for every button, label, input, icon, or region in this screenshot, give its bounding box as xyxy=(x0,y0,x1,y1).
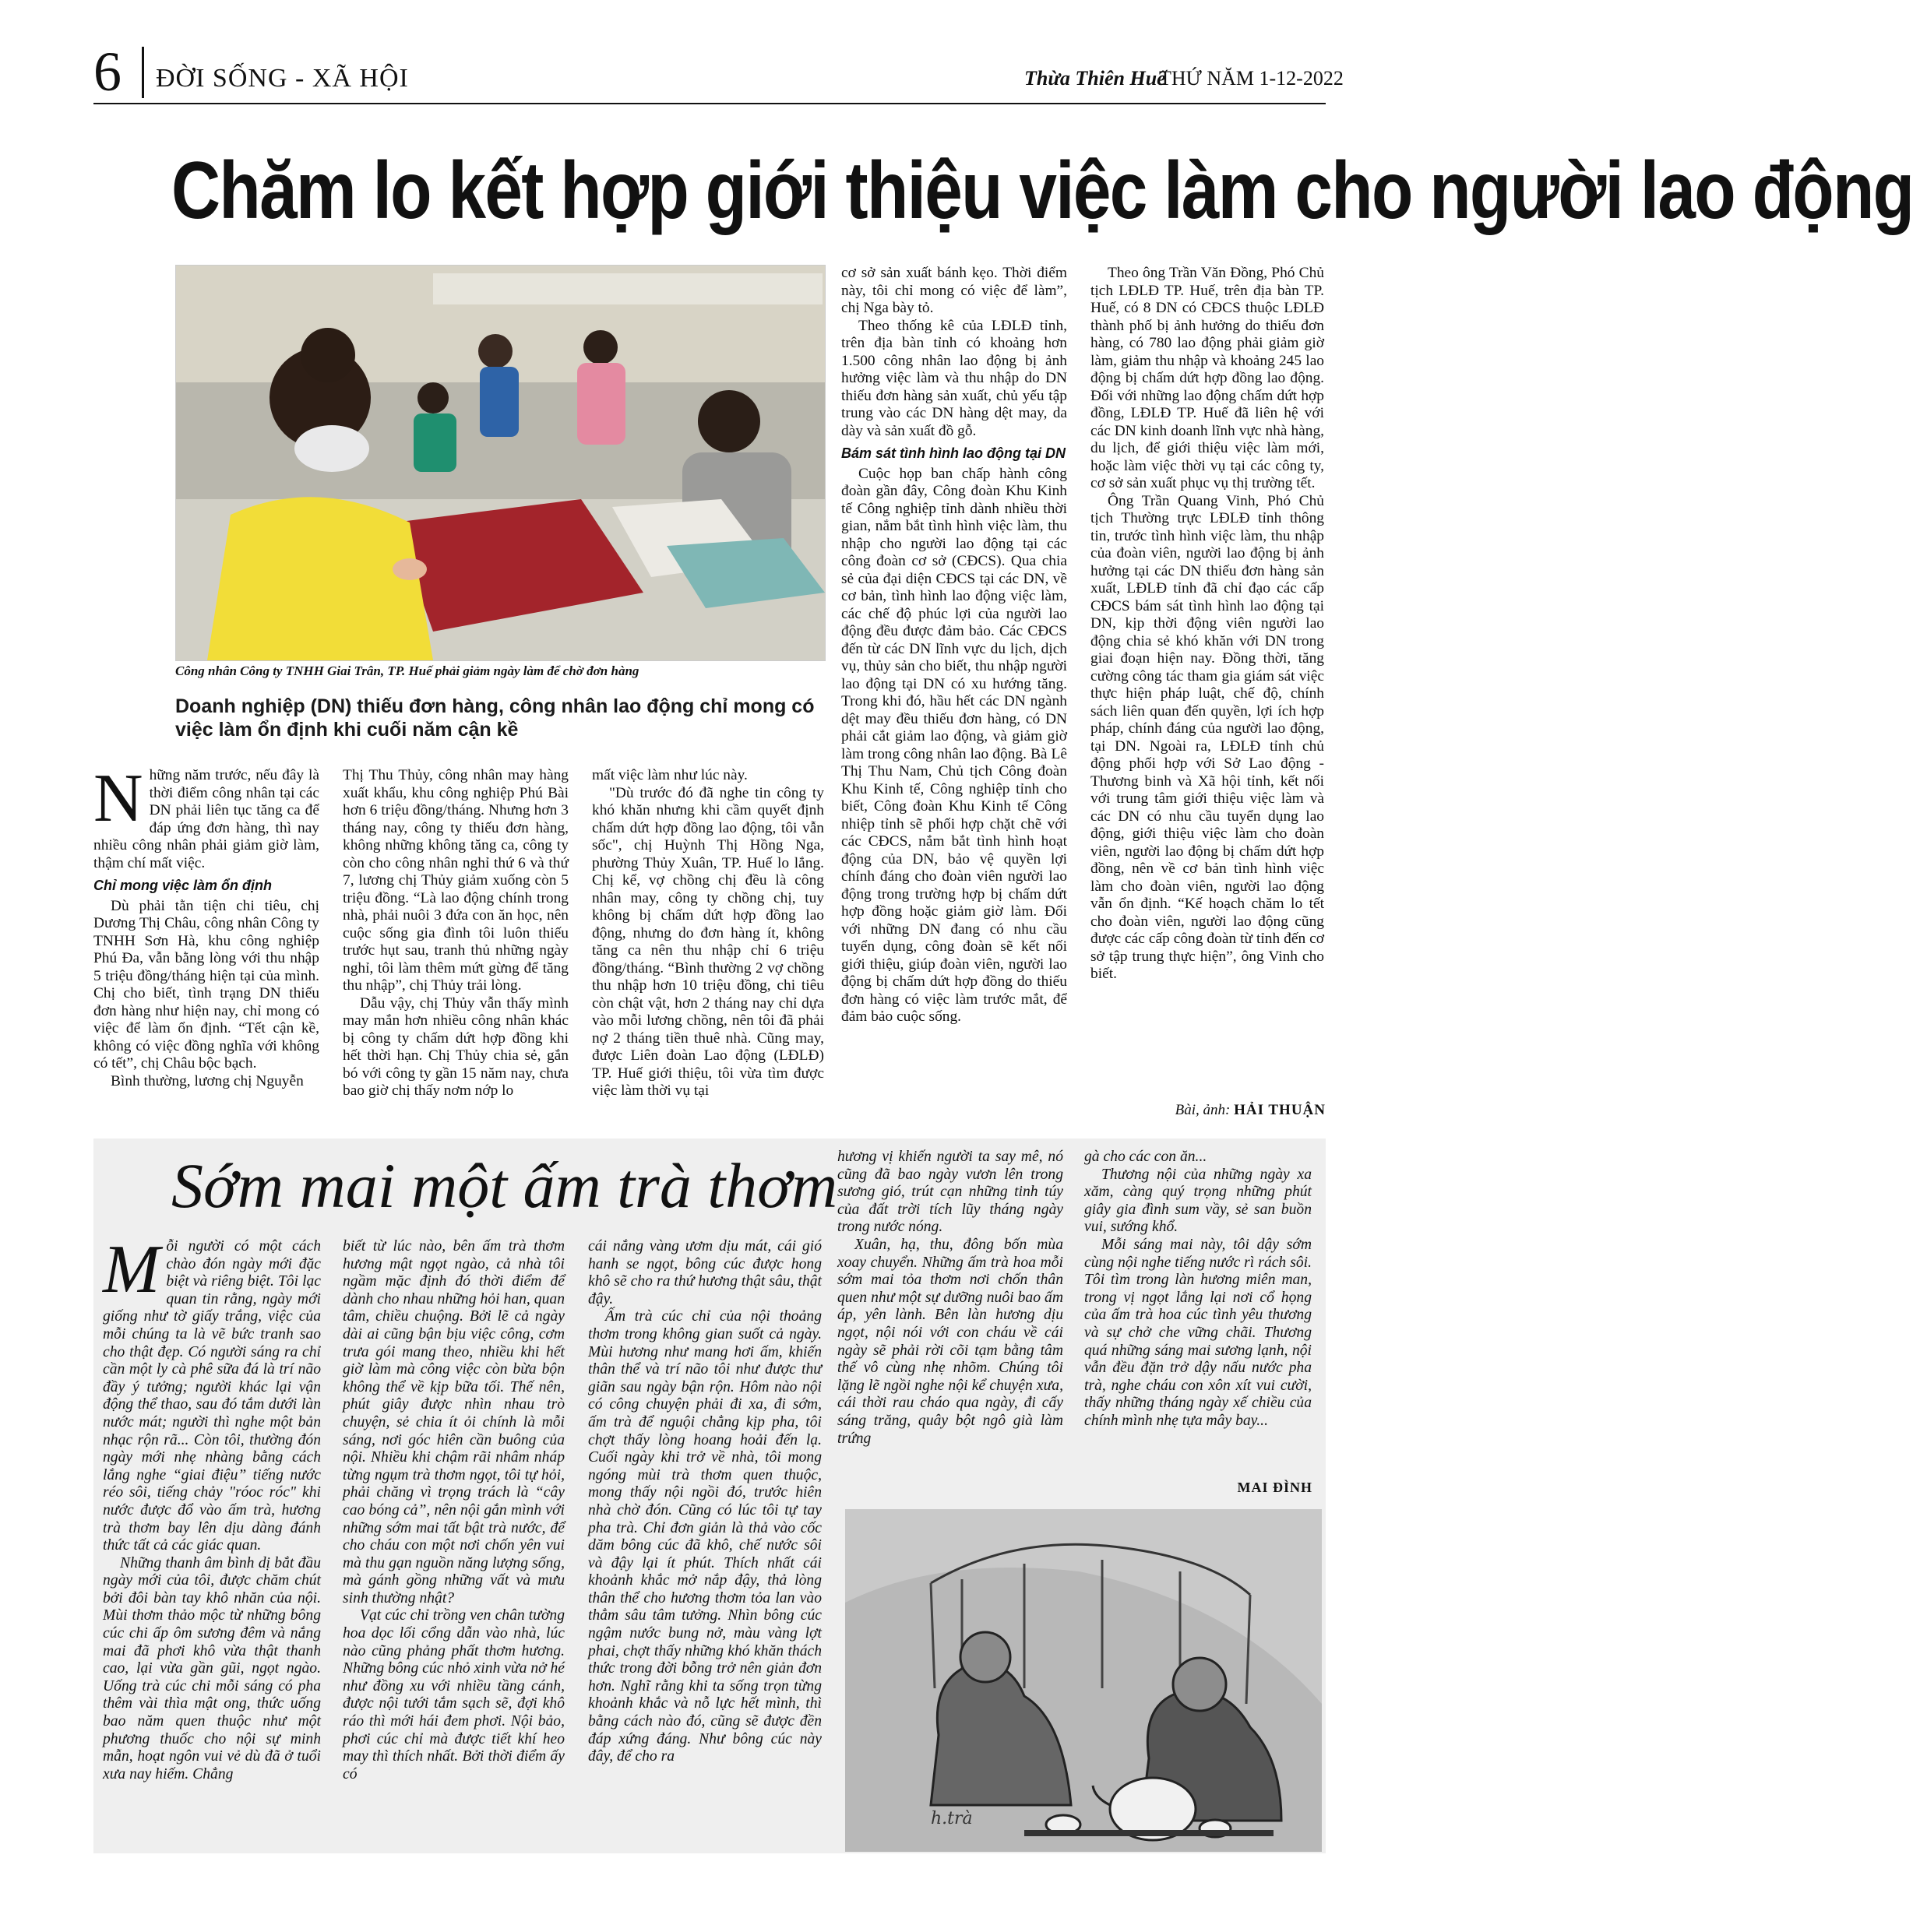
subheading: Chỉ mong việc làm ổn định xyxy=(93,878,273,893)
paragraph: Mỗi sáng mai này, tôi dậy sớm cùng nội nghe tiếng nước rì rách sôi. Tôi tìm trong làn hương miên man, trong vị ngọt lắng lại nơi cổ họng của ấm trà hoa cúc tình yêu thương và sự chở che vững chãi. Thương quá những sáng mai sương lạnh, nội vẫn đều đặn trở dậy nấu nước pha trà, nghe cháu con xôn xít vui cười, thấy những tháng ngày xế chiều của chính mình nhẹ tựa mây bay... xyxy=(1084,1236,1312,1429)
dropcap: N xyxy=(93,761,143,836)
essay-column-5 xyxy=(1084,1149,1312,1431)
paragraph: Vạt cúc chỉ trồng ven chân tường hoa dọc lối cổng dẫn vào nhà, lúc nào cũng phảng phất thơm hương. Những bông cúc nhỏ xinh vừa nở hé như đồng xu với nhiều tầng cánh, được nội tưới tắm sạch sẽ, đợi khô ráo thì mới hái đem phơi. Nội bảo, phơi cúc chỉ mà được tiết khí heo may thì thích nhất. Bởi thời điểm ấy có xyxy=(343,1607,565,1782)
byline xyxy=(1114,1102,1326,1119)
paragraph: Dù phải tằn tiện chi tiêu, chị Dương Thị Châu, công nhân Công ty TNHH Sơn Hà, khu công nghiệp Phú Đa, vẫn bằng lòng với thu nhập 5 triệu đồng/tháng hiện tại của mình. Chị cho biết, tình trạng DN thiếu đơn hàng như hiện nay, chỉ mong có việc để làm ổn định. “Tết cận kề, không có việc đồng nghĩa với không có tết”, chị Châu bộc bạch. xyxy=(93,897,319,1072)
paragraph: Những thanh âm bình dị bắt đầu ngày mới của tôi, được chăm chút bởi đôi bàn tay khô nhăn của nội. Mùi thơm thảo mộc từ những bông cúc chi ấp ôm sương đêm và nắng mai đã phơi khô vừa thật thanh cao, lại vừa gần gũi, ngọt ngào. Uống trà cúc chi mỗi sáng có pha thêm vài thìa mật ong, thức uống bao năm quen thuộc như một phương thuốc cho nội sự minh mẫn, hoạt ngôn vui vẻ dù đã ở tuổi xưa nay hiếm. Chẳng xyxy=(103,1554,321,1782)
essay-title: Sớm mai một ấm trà thơm xyxy=(171,1150,838,1221)
paragraph: hững năm trước, nếu đây là thời điểm công nhân tại các DN phải liên tục tăng ca để đáp ứng đơn hàng, thì nay nhiều công nhân phải giảm giờ làm, thậm chí mất việc. xyxy=(93,767,319,871)
issue-date: THỨ NĂM 1-12-2022 xyxy=(1159,67,1344,90)
paragraph: ỗi người có một cách chào đón ngày mới đặc biệt và riêng biệt. Tôi lạc quan tin rằng, ngày mới giống như tờ giấy trắng, việc của mỗi chúng ta là vẽ bức tranh sao cho thật đẹp. Có người sáng ra chỉ cần một ly cà phê sữa đá là trí não đầy ý tưởng; người khác lại vận động thể thao, sau đó tắm dưới làn nước mát; người thì nghe một bản nhạc rộn rã... Còn tôi, thường đón ngày mới nhẹ nhàng bằng cách lắng nghe “giai điệu” tiếng nước réo sôi, tiếng chảy "róoc róc" khi nước được đổ vào ấm trà, hương trà thơm bay lên dịu dàng đánh thức tất cả các giác quan. xyxy=(103,1238,321,1554)
section-title: ĐỜI SỐNG - XÃ HỘI xyxy=(156,64,409,93)
factory-workers-photo xyxy=(175,265,826,661)
illustration-drawing xyxy=(845,1509,1322,1852)
page-number: 6 xyxy=(93,40,122,103)
paragraph: cơ sở sản xuất bánh kẹo. Thời điểm này, tôi chỉ mong có việc để làm”, chị Nga bày tỏ. xyxy=(841,265,1067,316)
paragraph: gà cho các con ăn... xyxy=(1084,1149,1207,1165)
paragraph: Bình thường, lương chị Nguyễn xyxy=(111,1072,304,1089)
paragraph: mất việc làm như lúc này. xyxy=(592,767,748,783)
paragraph: Theo thống kê của LĐLĐ tỉnh, trên địa bàn tỉnh có khoảng hơn 1.500 công nhân lao động bị ảnh hưởng việc làm và thu nhập do DN thiếu đơn hàng sản xuất, chủ yếu tập trung vào các DN hàng dệt may, da dày và sản xuất đồ gỗ. xyxy=(841,317,1067,439)
article1-column-1 xyxy=(93,761,319,1090)
paragraph: hương vị khiến người ta say mê, nó cũng đã bao ngày vươn lên trong sương gió, trút cạn những tinh túy của đất trời tích lũy tháng ngày trong nước nóng. xyxy=(837,1149,1063,1236)
byline-role: Bài, ảnh: xyxy=(1175,1102,1231,1118)
article1-column-2 xyxy=(343,767,569,1100)
paragraph: Dẫu vậy, chị Thủy vẫn thấy mình may mắn hơn nhiều công nhân khác bị công ty chấm dứt hợp đồng khi hết thời hạn. Chị Thủy chia sẻ, gắn bó với công ty gần 15 năm nay, chưa bao giờ chị thấy nơm nớp lo xyxy=(343,994,569,1099)
paragraph: Xuân, hạ, thu, đông bốn mùa xoay chuyển. Những ấm trà hoa mỗi sớm mai tỏa thơm nơi chốn thân quen như một sự dưỡng nuôi bao ấm áp, yên lành. Bên làn hương dịu ngọt, nội nói với con cháu về cái ngày sẽ phải rời cõi tạm bằng tâm thế vô cùng nhẹ nhõm. Chúng tôi lặng lẽ ngồi nghe nội kể chuyện xưa, cái thời rau cháo qua ngày, đi cấy sáng trăng, quây bột ngô già làm trứng xyxy=(837,1236,1063,1447)
article1-column-3 xyxy=(592,767,824,1100)
header-divider xyxy=(142,47,144,98)
article1-column-5 xyxy=(1090,265,1324,984)
subheading: Bám sát tình hình lao động tại DN xyxy=(841,445,1066,461)
paragraph: Theo ông Trần Văn Đồng, Phó Chủ tịch LĐLĐ TP. Huế, trên địa bàn TP. Huế, có 8 DN có CĐCS thuộc LĐLĐ thành phố bị ảnh hưởng do thiếu đơn hàng, có 780 lao động phải giảm giờ làm, giảm thu nhập và khoảng 245 lao động bị chấm dứt hợp đồng lao động. Đối với những lao động chấm dứt hợp đồng, LĐLĐ TP. Huế đã liên hệ với các DN kinh doanh lĩnh vực nhà hàng, du lịch, để giới thiệu việc làm mới, hoặc làm việc thời vụ tại các công ty, cơ sở sản xuất phục vụ thị trường tết. xyxy=(1090,265,1324,491)
newspaper-name: Thừa Thiên Huế xyxy=(1024,67,1166,90)
article1-column-4 xyxy=(841,265,1067,1026)
paragraph: biết từ lúc nào, bên ấm trà thơm hương mật ngọt ngào, cả nhà tôi ngầm mặc định đó thời điểm để dành cho nhau những hỏi han, quan tâm, chiều chuộng. Bởi lẽ cả ngày dài ai cũng bận bịu việc công, cơm trưa gói mang theo, nhiều khi hết giờ làm mà công việc còn bừa bộn không thể về kịp bữa tối. Thế nên, phút giây được nhìn nhau trò chuyện, sẻ chia ít ỏi chính là mỗi sáng, nơi góc hiên cần buông của nội. Nhiều khi chậm rãi nhâm nháp từng ngụm trà thơm ngọt, tôi tự hỏi, phải chăng vì trọng trách là “cây cao bóng cả”, nên nội gắn mình với những sớm mai tất bật trà nước, để cho cháu con một nơi chốn yên vui mà thu gạn nguồn năng lượng sống, mà gánh gồng những vất và mưu sinh thường nhật? xyxy=(343,1238,565,1606)
photo-caption: Công nhân Công ty TNHH Giai Trân, TP. Huế phải giảm ngày làm để chờ đơn hàng xyxy=(175,663,639,678)
paragraph: Thị Thu Thủy, công nhân may hàng xuất khẩu, khu công nghiệp Phú Bài hơn 6 triệu đồng/tháng. Nhưng hơn 3 tháng nay, công ty thiếu đơn hàng, không những không tăng ca, công ty còn cho công nhân nghỉ thứ 6 và thứ 7, lương chị Thủy giảm xuống còn 5 triệu đồng. “Là lao động chính trong nhà, phải nuôi 3 đứa con ăn học, nên cuộc sống gia đình tôi luôn thiếu trước hụt sau, tranh thủ những ngày nghỉ, tôi làm thêm mứt gừng để tăng thu nhập”, chị Thủy trải lòng. xyxy=(343,767,569,994)
paragraph: Cuộc họp ban chấp hành công đoàn gần đây, Công đoàn Khu Kinh tế Công nghiệp tỉnh dành nhiều thời gian, nắm bắt tình hình việc làm, thu nhập cho người lao động tại các công đoàn cơ sở (CĐCS). Qua chia sẻ của đại diện CĐCS tại các DN, về cơ bản, tình hình lao động việc làm, các chế độ phúc lợi của người lao động đều được đảm bảo. Các CĐCS đến từ các DN lĩnh vực du lịch, dịch vụ, thủy sản cho biết, thu nhập người lao động tại DN có xu hướng tăng. Trong khi đó, hầu hết các DN ngành dệt may đều thiếu đơn hàng, có DN phải cắt giảm lao động, và giảm giờ làm trong công nhân lao động. Bà Lê Thị Thu Nam, Chủ tịch Công đoàn Khu Kinh tế, Công nghiệp tỉnh cho biết, Công đoàn Khu Kinh tế Công nhiệp tỉnh sẽ phối hợp chặt chẽ với các CĐCS, nắm bắt tình hình hoạt động của DN, bảo vệ quyền lợi chính đáng cho đoàn viên người lao động trong trường hợp bị chấm dứt hợp đồng hoặc giảm giờ làm. Đối với những DN đang có nhu cầu tuyển dụng, công đoàn sẽ kết nối giới thiệu, giúp đoàn viên, người lao động bị chấm dứt hợp đồng do thiếu đơn hàng có việc làm trước mắt, để đảm bảo cuộc sống. xyxy=(841,465,1067,1025)
article-sapo: Doanh nghiệp (DN) thiếu đơn hàng, công nhân lao động chỉ mong có việc làm ổn định khi cuối năm cận kề xyxy=(175,695,815,741)
essay-column-3 xyxy=(588,1238,822,1766)
dropcap: M xyxy=(103,1232,160,1307)
article-headline: Chăm lo kết hợp giới thiệu việc làm cho người lao động xyxy=(171,146,1913,236)
paragraph: cái nắng vàng ươm dịu mát, cái gió hanh se ngọt, bông cúc được hong khô sẽ cho ra thứ hương thật sâu, thật đậy. xyxy=(588,1238,822,1307)
essay-author: MAI ĐÌNH xyxy=(1237,1480,1312,1495)
byline-name: HẢI THUẬN xyxy=(1234,1102,1326,1118)
paragraph: Thương nội của những ngày xa xăm, càng quý trọng những phút giây gia đình sum vầy, sẻ san buồn vui, sướng khổ. xyxy=(1084,1166,1312,1236)
paragraph: Ông Trần Quang Vinh, Phó Chủ tịch Thường trực LĐLĐ tỉnh thông tin, trước tình hình việc làm, thu nhập của đoàn viên, người lao động bị ảnh hưởng tại các DN thiếu đơn hàng sản xuất, LĐLĐ tỉnh đã chỉ đạo các cấp CĐCS bám sát tình hình lao động tại DN, kịp thời động viên người lao động chia sẻ khó khăn với DN trong giai đoạn hiện nay. Đồng thời, tăng cường công tác tham gia giám sát việc thực hiện pháp luật, chế độ, chính sách liên quan đến quyền, lợi ích hợp pháp, chính đáng của người lao động, tại DN. Ngoài ra, LĐLĐ tỉnh chủ động phối hợp với Sở Lao động - Thương binh và Xã hội tỉnh, kết nối với trung tâm giới thiệu việc làm và các DN có nhu cầu tuyển dụng lao động, giới thiệu việc làm cho đoàn viên, người lao động bị chấm dứt hợp đồng, nên về cơ bản tình hình việc làm cho đoàn viên, người lao động vẫn ổn định. “Kế hoạch chăm lo tết cho đoàn viên, người lao động cũng được các cấp công đoàn từ tỉnh đến cơ sở tập trung thực hiện”, ông Vinh cho biết. xyxy=(1090,492,1324,982)
photo-illustration xyxy=(176,266,825,660)
essay-column-1 xyxy=(103,1232,321,1783)
paragraph: "Dù trước đó đã nghe tin công ty khó khăn nhưng khi cầm quyết định chấm dứt hợp đồng lao động, tôi vẫn sốc", chị Huỳnh Thị Hồng Nga, phường Thủy Xuân, TP. Huế lo lắng. Chị kể, vợ chồng chị đều là công nhân may, công ty chồng chị, tuy không bị chấm dứt hợp đồng lao động, nhưng do đơn hàng ít, không tăng ca nên thu nhập chỉ 6 triệu đồng/tháng. “Bình thường 2 vợ chồng thu nhập hơn 10 triệu đồng, chi tiêu còn chật vật, hơn 2 tháng nay chỉ dựa vào mỗi lương chồng, nên tôi đã phải nợ 2 tháng tiền thuê nhà. Cũng may, được Liên đoàn Lao động (LĐLĐ) TP. Huế giới thiệu, tôi vừa tìm được việc làm thời vụ tại xyxy=(592,784,824,1099)
essay-column-2 xyxy=(343,1238,565,1783)
header-rule xyxy=(93,103,1326,104)
illustration-signature: h.trà xyxy=(931,1809,973,1828)
paragraph: Ấm trà cúc chỉ của nội thoảng thơm trong không gian suốt cả ngày. Mùi hương như mang hơi ấm, khiến thân thể và trí não tôi như được thư giãn sau ngày bận rộn. Hôm nào nội có công chuyện phải đi xa, đi sớm, ấm trà để nguội chẳng kịp pha, tôi chợt thấy lòng hoang hoải đến lạ. Cuối ngày khi trở về nhà, tôi mong ngóng mùi trà thơm quen thuộc, mong thấy nội ngồi đó, trước hiên nhà chờ đón. Cũng có lúc tôi tự tay pha trà. Chỉ đơn giản là thả vào cốc dăm bông cúc đã khô, chế nước sôi và đậy lại ít phút. Thích nhất cái khoảnh khắc mở nắp đậy, thả lòng thân thể cho hương thơm tỏa lan vào thẳm sâu tâm tưởng. Nhìn bông cúc ngậm nước bung nở, màu vàng lợt phai, chợt thấy những khó khăn thách thức trong đời bỗng trở nên giản đơn hơn. Nghĩ rằng khi ta sống trọn từng khoảnh khắc và nỗ lực hết mình, thì bằng cách nào đó, cũng sẽ được đền đáp xứng đáng. Như bông cúc này đây, để cho ra xyxy=(588,1308,822,1765)
tea-illustration xyxy=(845,1509,1322,1852)
essay-column-4 xyxy=(837,1149,1063,1448)
